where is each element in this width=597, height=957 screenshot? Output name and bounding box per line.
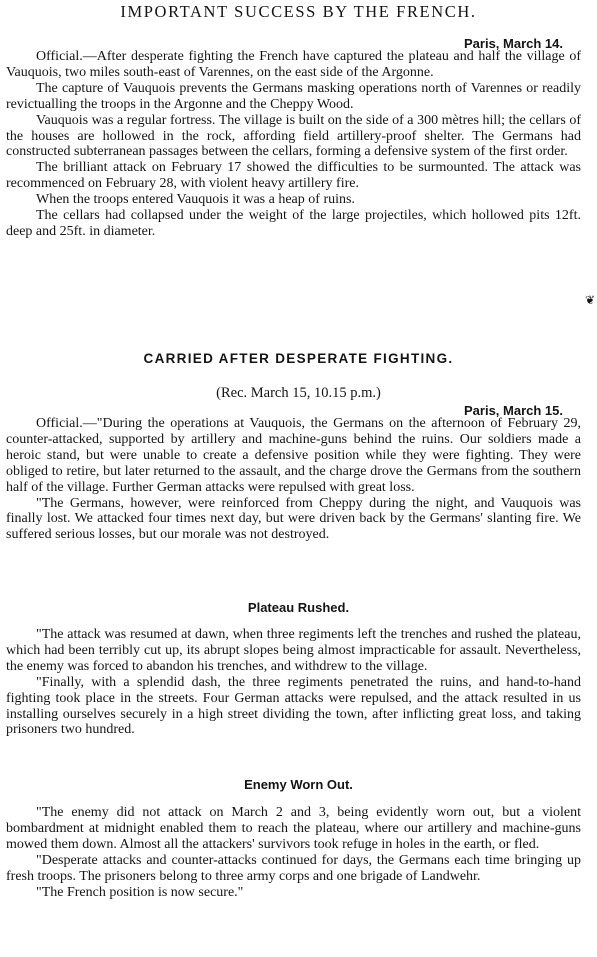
article1-dateline: Paris, March 14. (464, 36, 563, 51)
article1-body (6, 49, 581, 240)
article2-body-b (6, 627, 581, 738)
subhead-enemy-worn-out: Enemy Worn Out. (244, 777, 353, 792)
article2-headline: CARRIED AFTER DESPERATE FIGHTING. (143, 351, 454, 366)
article1-paragraph: The capture of Vauquois prevents the Germans masking operations north of Varennes or readily revictualling the troops in the Argonne and the Cheppy Wood. (6, 80, 581, 112)
article2-dateline: Paris, March 15. (464, 403, 563, 418)
article2-paragraph: "Finally, with a splendid dash, the three regiments penetrated the ruins, and hand-to-hand fighting took place in the streets. Four German attacks were repulsed, and the attack resulted in us installing ourselves securely in a high street dividing the town, after inflicting great loss, and taking prisoners two hundred. (6, 674, 581, 738)
article2-paragraph: "Desperate attacks and counter-attacks continued for days, the Germans each time bringing up fresh troops. The prisoners belong to three army corps and one brigade of Landwehr. (6, 852, 581, 884)
article1-headline: IMPORTANT SUCCESS BY THE FRENCH. (120, 2, 477, 21)
article2-paragraph: "The attack was resumed at dawn, when three regiments left the trenches and rushed the plateau, which had been terribly cut up, its abrupt slopes being almost impracticable for assault. Nevertheless, the enemy was forced to abandon his trenches, and withdrew to the village. (6, 627, 581, 674)
article2-paragraph: "The French position is now secure." (36, 884, 244, 900)
article2-body-c (6, 805, 581, 900)
article2-paragraph: "The enemy did not attack on March 2 and 3, being evidently worn out, but a violent bombardment at midnight enabled them to reach the plateau, where our artillery and machine-guns mowed them down. Almost all the attackers' survivors took refuge in holes in the earth, or fled. (6, 805, 581, 852)
article2-body-a (6, 416, 581, 543)
article2-paragraph: Official.—"During the operations at Vauquois, the Germans on the afternoon of February 29, counter-attacked, supported by artillery and machine-guns behind the ruins. Our soldiers made a heroic stand, but were unable to create a defensive position while they were fighting. They were obliged to retire, but later returned to the assault, and the charge drove the Germans from the southern half of the village. Further German attacks were repulsed with great loss. (6, 416, 581, 495)
article1-paragraph: The cellars had collapsed under the weight of the large projectiles, which hollowed pits 12ft. deep and 25ft. in diameter. (6, 208, 581, 239)
article1-paragraph: Vauquois was a regular fortress. The village is built on the side of a 300 mètres hill; the cellars of the houses are hollowed in the rock, affording field artillery-proof shelter. The Germans had constructed subterranean passages between the cellars, forming a defensive system of the first order. (6, 112, 581, 160)
article1-paragraph: Official.—After desperate fighting the French have captured the plateau and half the village of Vauquois, two miles south-east of Varennes, on the east side of the Argonne. (6, 49, 581, 80)
subhead-plateau-rushed: Plateau Rushed. (247, 600, 350, 615)
article2-received-time: (Rec. March 15, 10.15 p.m.) (216, 385, 381, 401)
print-mark-icon: ❦ (585, 293, 596, 307)
article2-paragraph: "The Germans, however, were reinforced from Cheppy during the night, and Vauquois was finally lost. We attacked four times next day, but were driven back by the Germans' slanting fire. We suffered serious losses, but our morale was not destroyed. (6, 495, 581, 543)
article1-paragraph: The brilliant attack on February 17 showed the difficulties to be surmounted. The attack was recommenced on February 28, with violent heavy artillery fire. (6, 160, 581, 192)
article1-paragraph: When the troops entered Vauquois it was a heap of ruins. (36, 192, 355, 208)
